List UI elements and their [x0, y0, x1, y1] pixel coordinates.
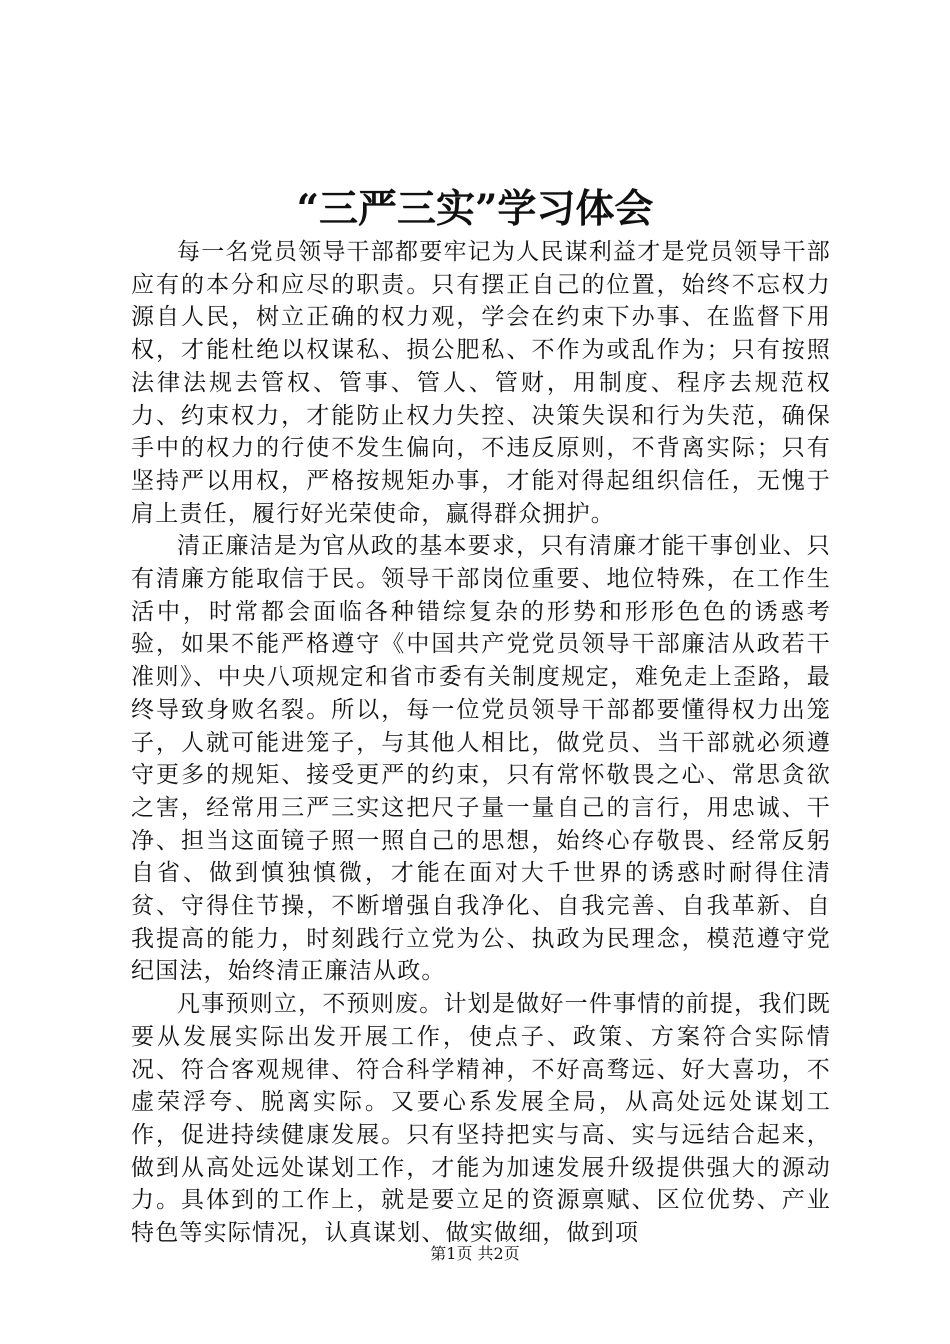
document-body: [131, 236, 831, 1250]
document-title: “三严三实”学习体会: [296, 186, 654, 232]
paragraph-1: 每一名党员领导干部都要牢记为人民谋利益才是党员领导干部应有的本分和应尽的职责。只有摆正自己的位置，始终不忘权力源自人民，树立正确的权力观，学会在约束下办事、在监督下用权，才能杜绝以权谋私、损公肥私、不作为或乱作为；只有按照法律法规去管权、管事、管人、管财，用制度、程序去规范权力、约束权力，才能防止权力失控、决策失误和行为失范，确保手中的权力的行使不发生偏向，不违反原则，不背离实际；只有坚持严以用权，严格按规矩办事，才能对得起组织信任，无愧于肩上责任，履行好光荣使命，赢得群众拥护。: [131, 239, 831, 527]
paragraph-2: 清正廉洁是为官从政的基本要求，只有清廉才能干事创业、只有清廉方能取信于民。领导干部岗位重要、地位特殊，在工作生活中，时常都会面临各种错综复杂的形势和形形色色的诱惑考验，如果不能严格遵守《中国共产党党员领导干部廉洁从政若干准则》、中央八项规定和省市委有关制度规定，难免走上歪路，最终导致身败名裂。所以，每一位党员领导干部都要懂得权力出笼子，人就可能进笼子，与其他人相比，做党员、当干部就必须遵守更多的规矩、接受更严的约束，只有常怀敬畏之心、常思贪欲之害，经常用三严三实这把尺子量一量自己的言行，用忠诚、干净、担当这面镜子照一照自己的思想，始终心存敬畏、经常反躬自省、做到慎独慎微，才能在面对大千世界的诱惑时耐得住清贫、守得住节操，不断增强自我净化、自我完善、自我革新、自我提高的能力，时刻践行立党为公、执政为民理念，模范遵守党纪国法，始终清正廉洁从政。: [131, 533, 831, 985]
paragraph-3: 凡事预则立，不预则废。计划是做好一件事情的前提，我们既要从发展实际出发开展工作，使点子、政策、方案符合实际情况、符合客观规律、符合科学精神，不好高骛远、好大喜功，不虚荣浮夸、脱离实际。又要心系发展全局，从高处远处谋划工作，促进持续健康发展。只有坚持把实与高、实与远结合起来，做到从高处远处谋划工作，才能为加速发展升级提供强大的源动力。具体到的工作上，就是要立足的资源禀赋、区位优势、产业特色等实际情况，认真谋划、做实做细，做到项: [131, 991, 831, 1247]
page-footer: 第1页 共2页: [430, 1244, 520, 1263]
